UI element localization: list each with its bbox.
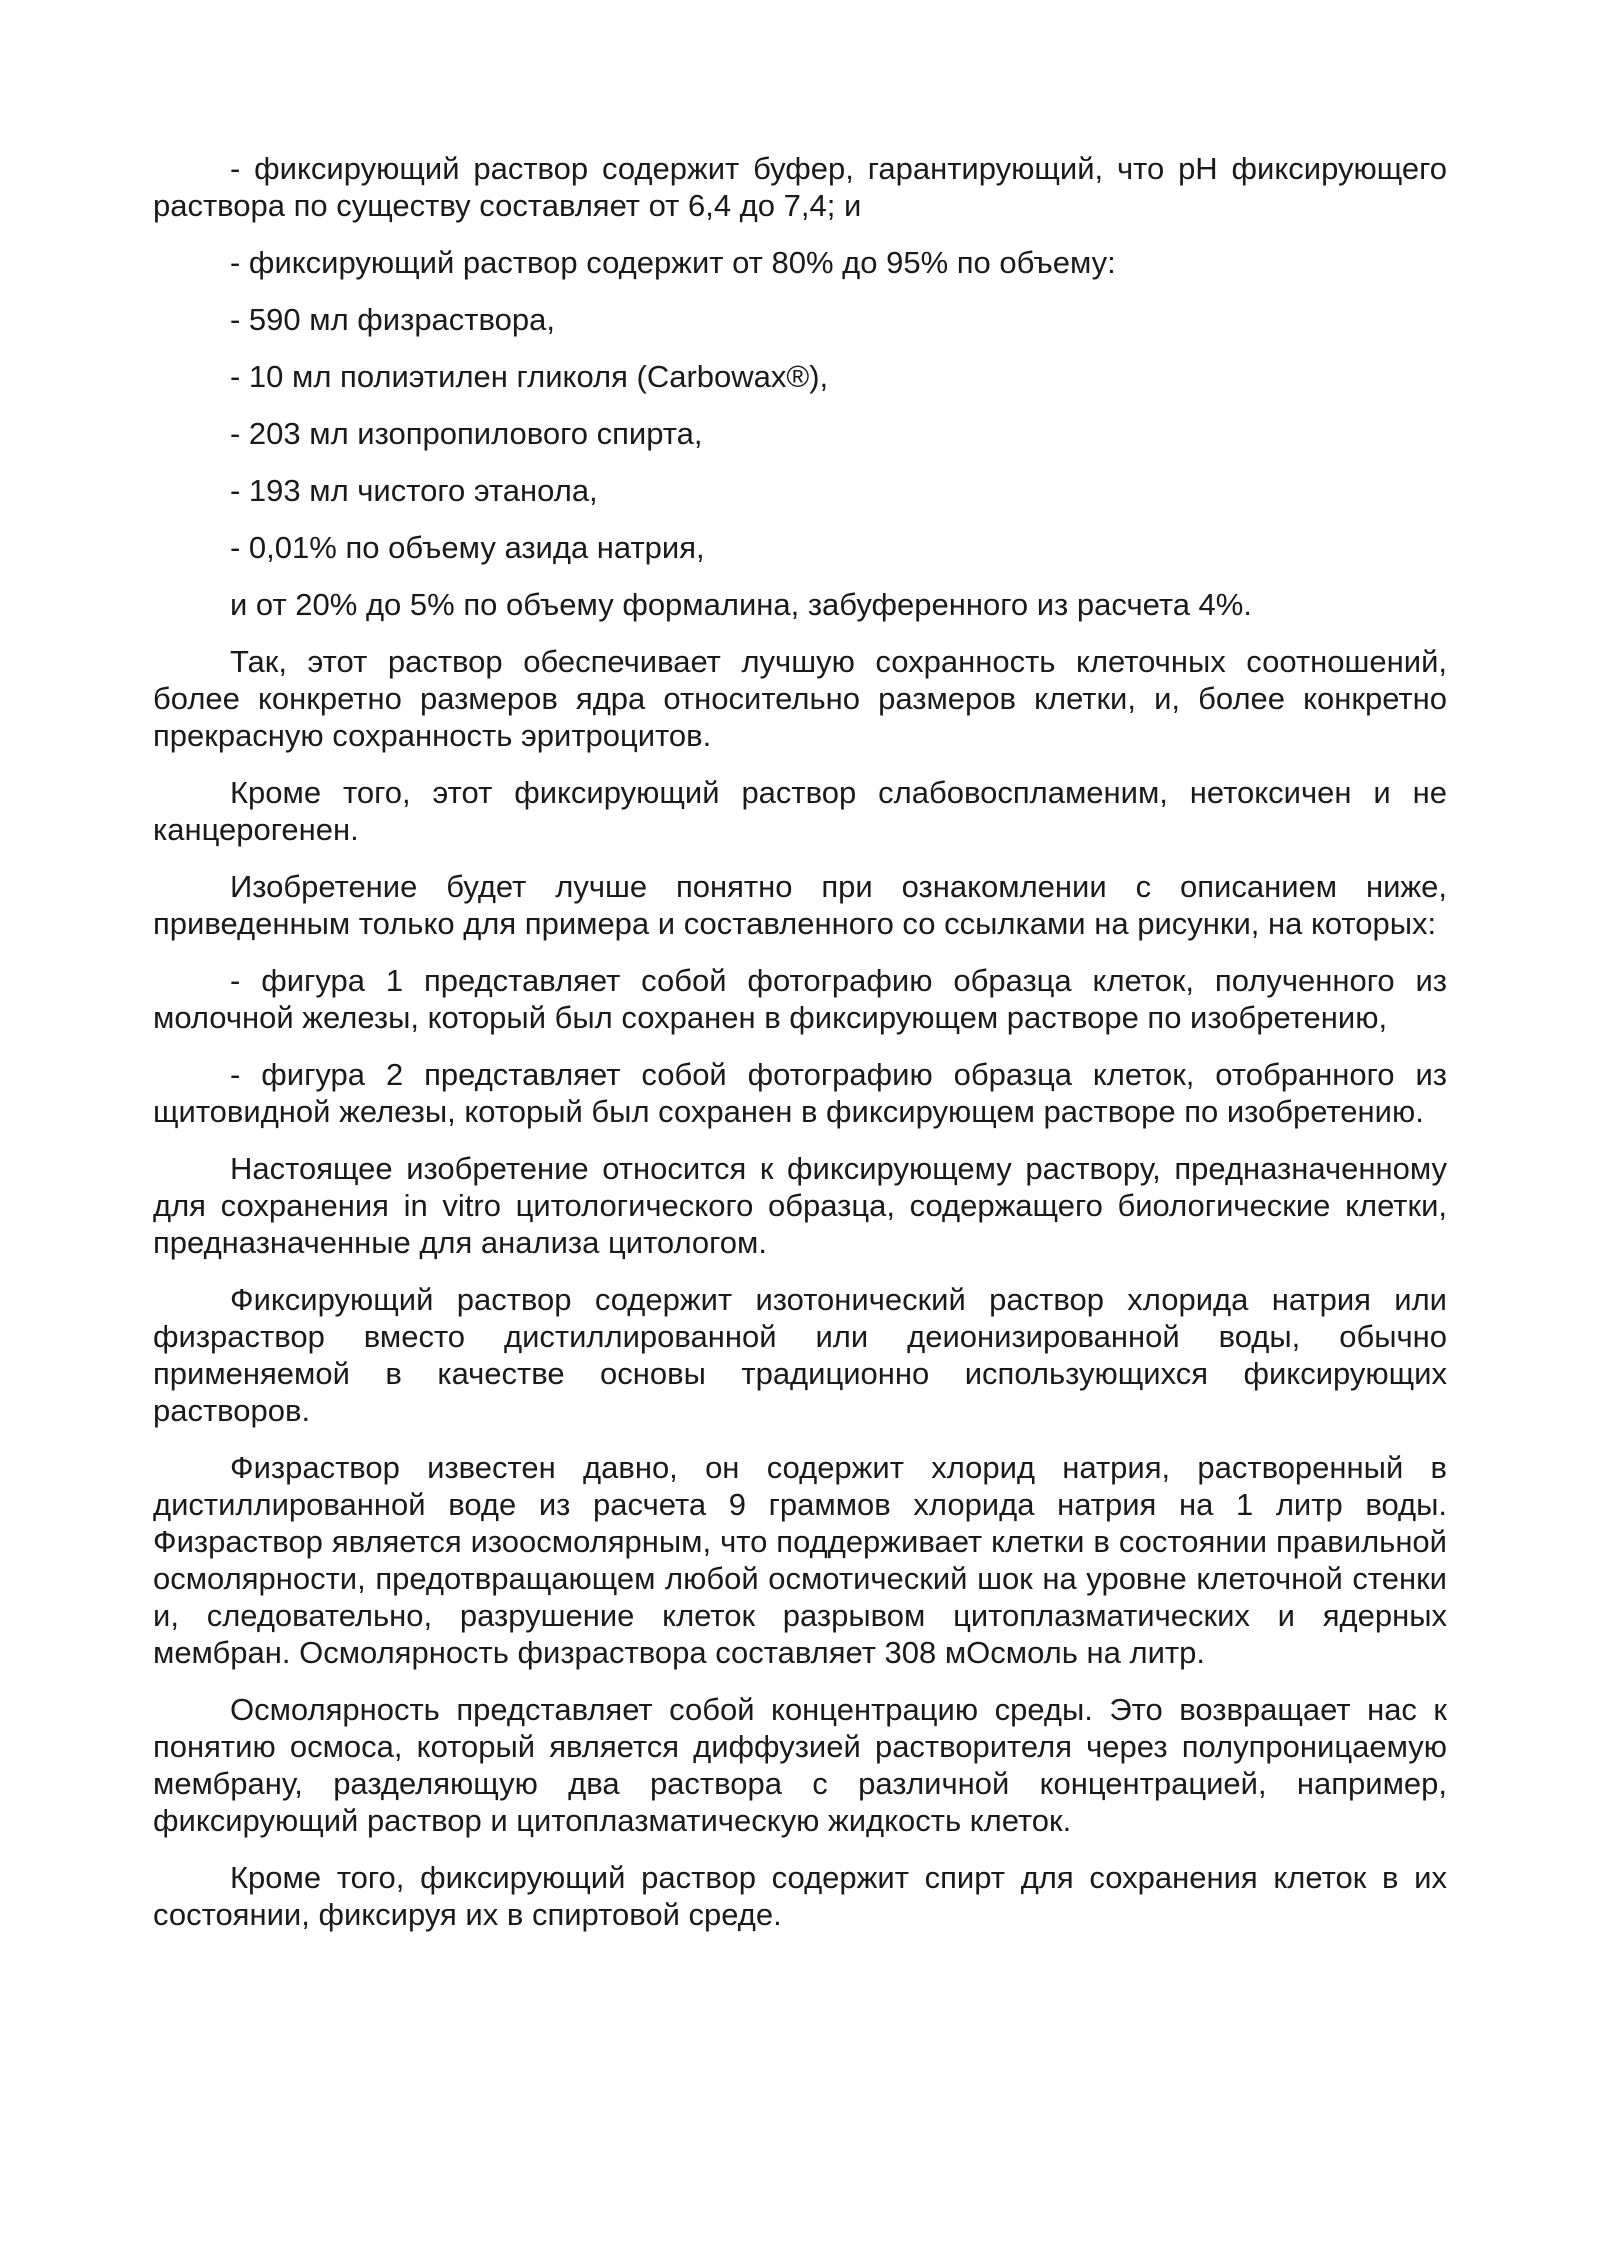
paragraph-figure-1: - фигура 1 представляет собой фотографию образца клеток, полученного из молочной железы, который был сохранен в фиксирующем растворе по изобретению, — [153, 963, 1447, 1035]
paragraph-osmolarity: Осмолярность представляет собой концентрацию среды. Это возвращает нас к понятию осмоса, который является диффузией растворителя через полупроницаемую мембрану, разделяющую два раствора с различной концентрацией, например, фиксирующий раствор и цитоплазматическую жидкость клеток. — [153, 1692, 1447, 1838]
paragraph-invention: Настоящее изобретение относится к фиксирующему раствору, предназначенному для сохранения in vitro цитологического образца, содержащего биологические клетки, предназначенные для анализа цитологом. — [153, 1151, 1447, 1260]
paragraph-alcohol: Кроме того, фиксирующий раствор содержит спирт для сохранения клеток в их состоянии, фиксируя их в спиртовой среде. — [153, 1860, 1447, 1932]
list-item-isopropanol: - 203 мл изопропилового спирта, — [230, 416, 703, 451]
document-page — [153, 150, 1447, 1953]
list-item-peg: - 10 мл полиэтилен гликоля (Carbowax®), — [230, 359, 829, 394]
paragraph-nontoxic: Кроме того, этот фиксирующий раствор слабовоспламеним, нетоксичен и не канцерогенен. — [153, 775, 1447, 847]
paragraph-saline: Физраствор известен давно, он содержит хлорид натрия, растворенный в дистиллированной воде из расчета 9 граммов хлорида натрия на 1 литр воды. Физраствор является изоосмолярным, что поддерживает клетки в состоянии правильной осмолярности, предотвращающем любой осмотический шок на уровне клеточной стенки и, следовательно, разрушение клеток разрывом цитоплазматических и ядерных мембран. Осмолярность физраствора составляет 308 мОсмоль на литр. — [153, 1450, 1447, 1670]
paragraph-preservation: Так, этот раствор обеспечивает лучшую сохранность клеточных соотношений, более конкретно размеров ядра относительно размеров клетки, и, более конкретно прекрасную сохранность эритроцитов. — [153, 644, 1447, 753]
list-item-saline: - 590 мл физраствора, — [230, 302, 555, 337]
paragraph-composition-intro: - фиксирующий раствор содержит от 80% до 95% по объему: — [230, 245, 1116, 280]
paragraph-formalin: и от 20% до 5% по объему формалина, забуференного из расчета 4%. — [230, 587, 1252, 622]
paragraph-isotonic: Фиксирующий раствор содержит изотонический раствор хлорида натрия или физраствор вместо дистиллированной или деионизированной воды, обычно применяемой в качестве основы традиционно использующихся фиксирующих растворов. — [153, 1282, 1447, 1428]
list-item-sodium-azide: - 0,01% по объему азида натрия, — [230, 530, 705, 565]
paragraph-figures-intro: Изобретение будет лучше понятно при ознакомлении с описанием ниже, приведенным только для примера и составленного со ссылками на рисунки, на которых: — [153, 869, 1447, 941]
paragraph-figure-2: - фигура 2 представляет собой фотографию образца клеток, отобранного из щитовидной железы, который был сохранен в фиксирующем растворе по изобретению. — [153, 1057, 1447, 1129]
list-item-ethanol: - 193 мл чистого этанола, — [230, 473, 598, 508]
paragraph-buffer-ph: - фиксирующий раствор содержит буфер, гарантирующий, что pH фиксирующего раствора по существу составляет от 6,4 до 7,4; и — [153, 151, 1447, 223]
